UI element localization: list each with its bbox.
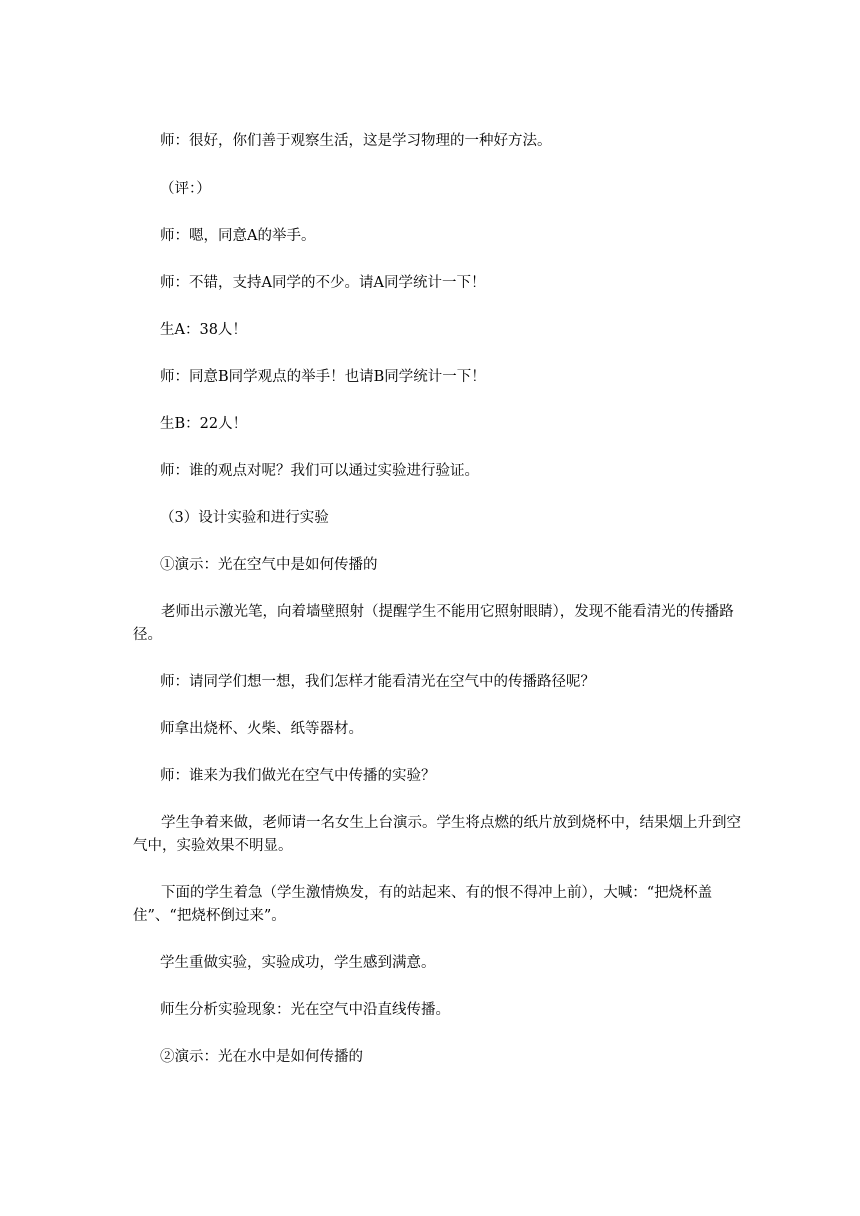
paragraph-student-a: 生A：38人！ <box>160 322 247 338</box>
paragraph-demo-air: ①演示：光在空气中是如何传播的 <box>160 557 378 573</box>
paragraph-students-shout: 下面的学生着急（学生激情焕发，有的站起来、有的恨不得冲上前），大喊：“把烧杯盖住”、“把烧杯倒过来”。 <box>133 885 713 924</box>
paragraph-teacher-count-a: 师：不错，支持A同学的不少。请A同学统计一下！ <box>160 275 486 291</box>
paragraph-teacher-praise: 师：很好，你们善于观察生活，这是学习物理的一种好方法。 <box>160 133 552 149</box>
paragraph-comment: （评：） <box>160 181 211 197</box>
paragraph-teacher-agree-a: 师：嗯，同意A的举手。 <box>160 228 316 244</box>
paragraph-student-demo: 学生争着来做，老师请一名女生上台演示。学生将点燃的纸片放到烧杯中，结果烟上升到空气中，实验效果不明显。 <box>133 815 741 854</box>
paragraph-teacher-agree-b: 师：同意B同学观点的举手！也请B同学统计一下！ <box>160 369 486 385</box>
paragraph-teacher-who: 师：谁来为我们做光在空气中传播的实验？ <box>160 768 436 784</box>
paragraph-laser-pointer: 老师出示激光笔，向着墙壁照射（提醒学生不能用它照射眼睛），发现不能看清光的传播路径。 <box>133 604 734 643</box>
paragraph-redo-experiment: 学生重做实验，实验成功，学生感到满意。 <box>160 955 436 971</box>
paragraph-teacher-verify: 师：谁的观点对呢？我们可以通过实验进行验证。 <box>160 463 479 479</box>
paragraph-analysis: 师生分析实验现象：光在空气中沿直线传播。 <box>160 1002 450 1018</box>
paragraph-equipment: 师拿出烧杯、火柴、纸等器材。 <box>160 721 363 737</box>
paragraph-student-b: 生B：22人！ <box>160 416 248 432</box>
paragraph-section-heading: （3）设计实验和进行实验 <box>160 510 329 526</box>
paragraph-demo-water: ②演示：光在水中是如何传播的 <box>160 1049 363 1065</box>
paragraph-teacher-question: 师：请同学们想一想，我们怎样才能看清光在空气中的传播路径呢？ <box>160 674 595 690</box>
